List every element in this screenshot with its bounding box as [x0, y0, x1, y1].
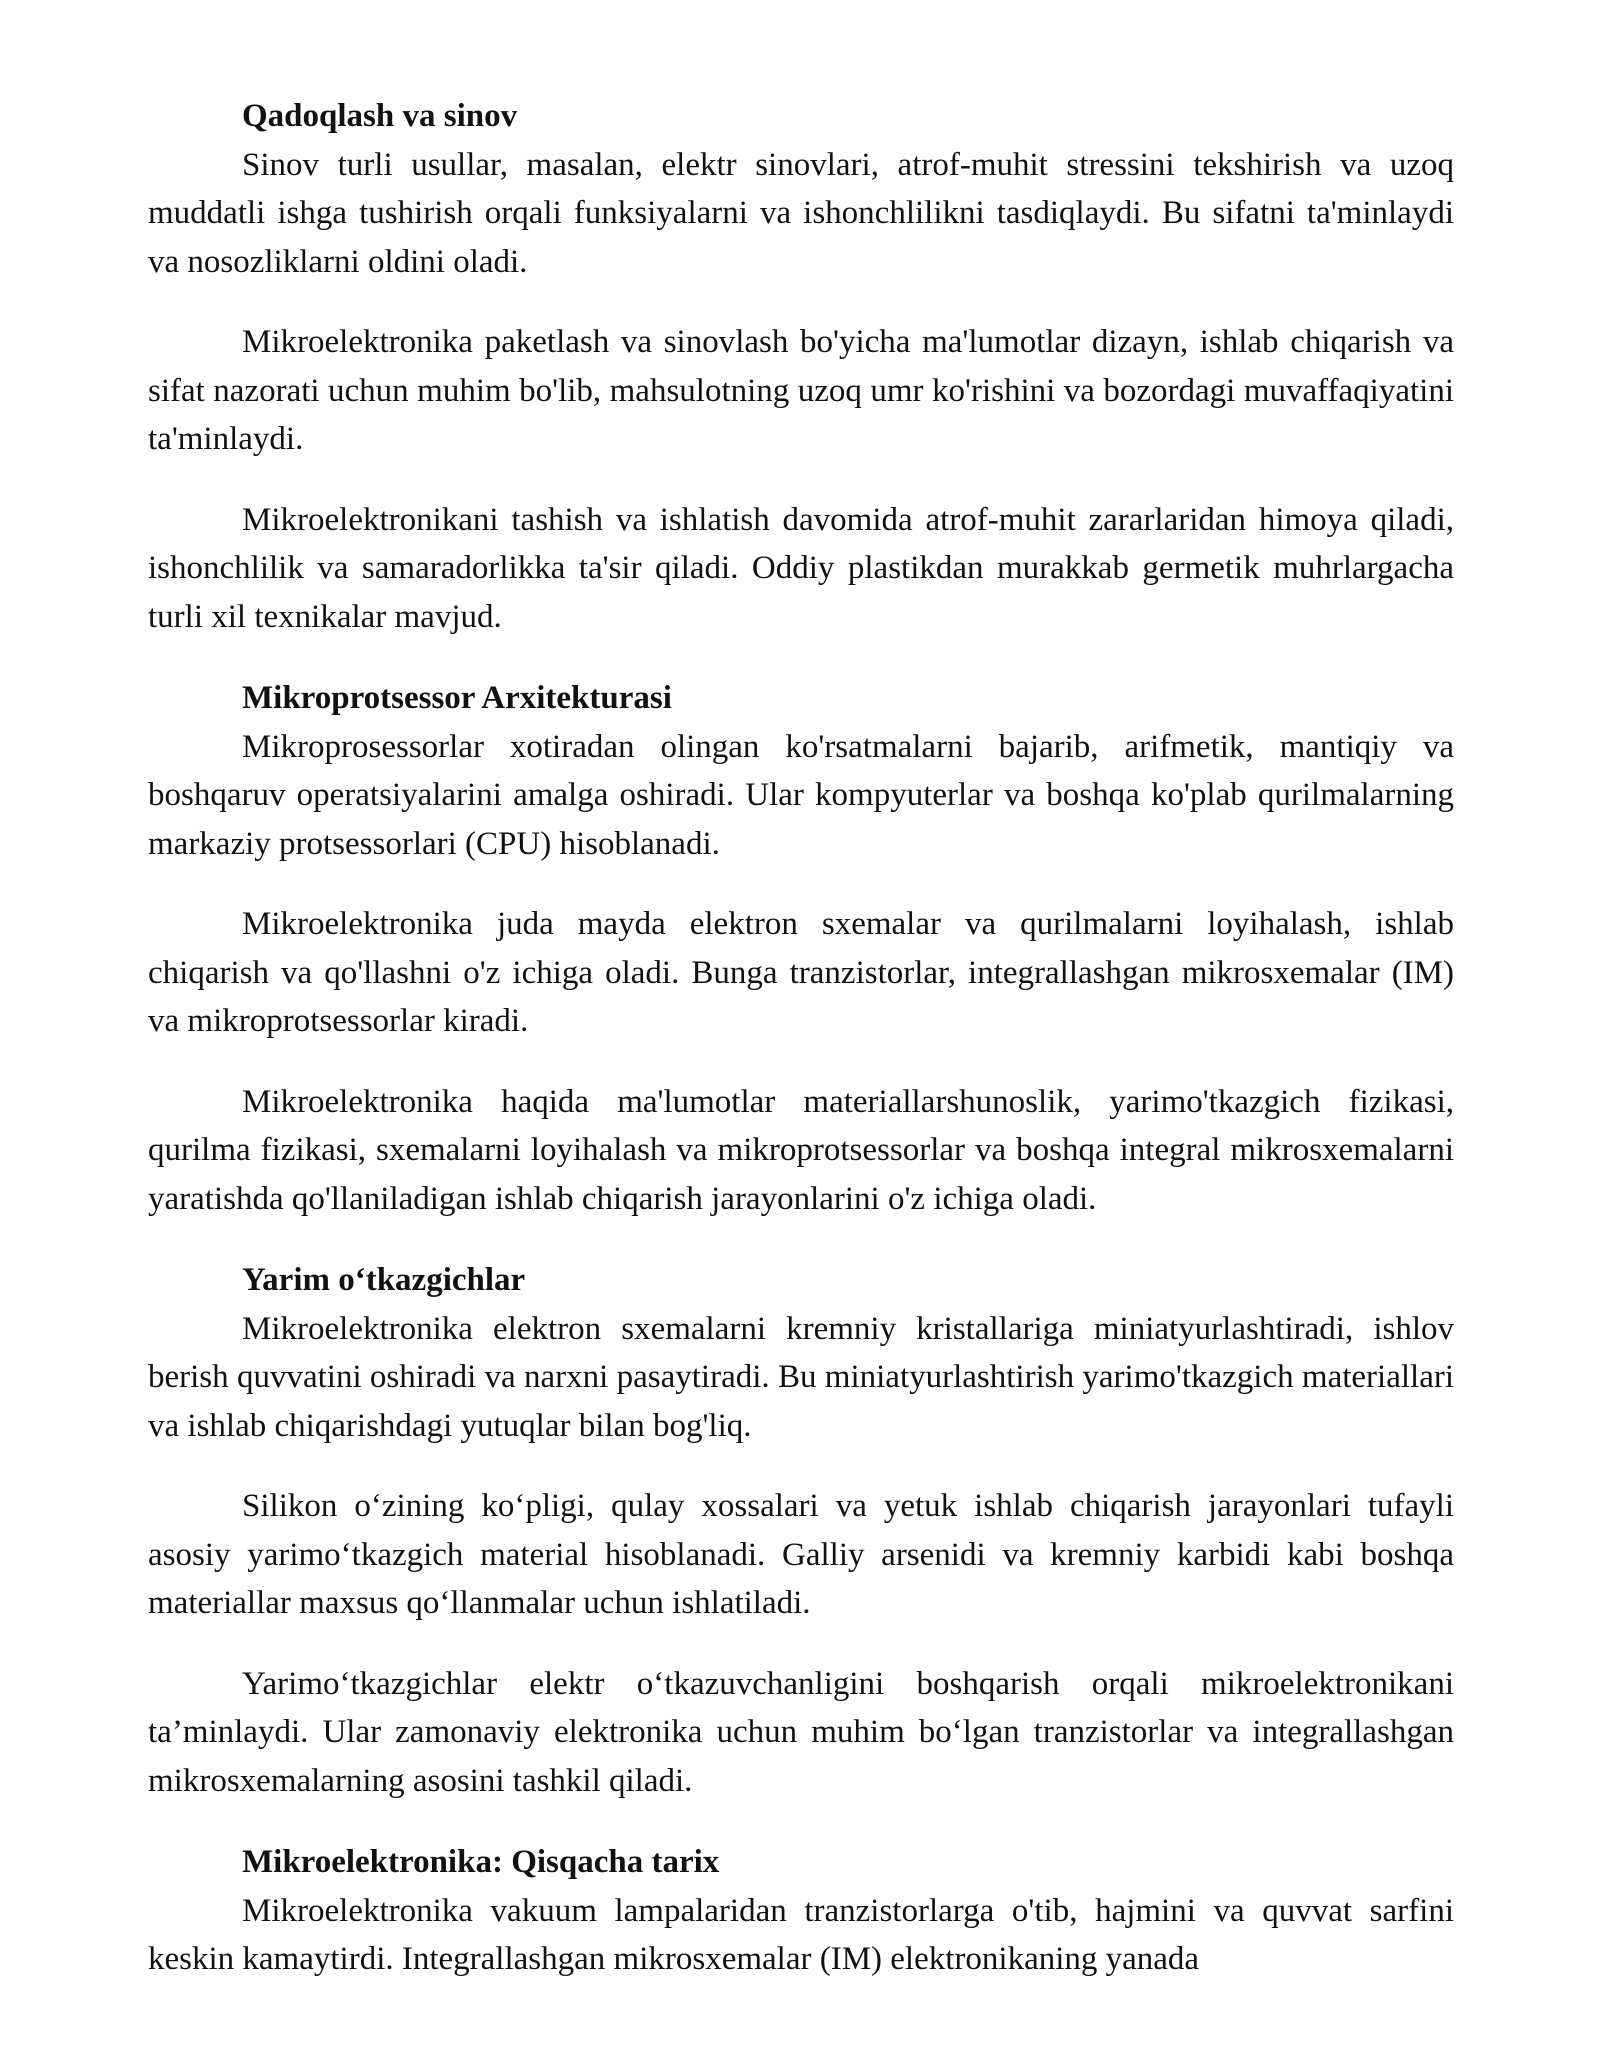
- paragraph: Sinov turli usullar, masalan, elektr sinovlari, atrof-muhit stressini tekshirish va uzoq muddatli ishga tushirish orqali funksiyalarni va ishonchlilikni tasdiqlaydi. Bu sifatni ta'minlaydi va nosozliklarni oldini oladi.: [148, 146, 1454, 280]
- section-packaging-testing: [148, 92, 1454, 641]
- section-brief-history: [148, 1838, 1454, 1984]
- section-heading: Qadoqlash va sinov: [242, 98, 518, 134]
- paragraph: Mikroelektronika paketlash va sinovlash bo'yicha ma'lumotlar dizayn, ishlab chiqarish va sifat nazorati uchun muhim bo'lib, mahsulotning uzoq umr ko'rishini va bozordagi muvaffaqiyatini ta'minlaydi.: [148, 324, 1454, 457]
- section-heading: Mikroprotsessor Arxitekturasi: [242, 680, 672, 716]
- document-page: [148, 92, 1454, 1984]
- paragraph: Mikroelektronika vakuum lampalaridan tranzistorlarga o'tib, hajmini va quvvat sarfini keskin kamaytirdi. Integrallashgan mikrosxemalar (IM) elektronikaning yanada: [148, 1892, 1454, 1977]
- section-heading: Yarim o‘tkazgichlar: [242, 1262, 526, 1298]
- paragraph: Silikon o‘zining ko‘pligi, qulay xossalari va yetuk ishlab chiqarish jarayonlari tufayli asosiy yarimo‘tkazgich material hisoblanadi. Galliy arsenidi va kremniy karbidi kabi boshqa materiallar maxsus qo‘llanmalar uchun ishlatiladi.: [148, 1488, 1454, 1621]
- paragraph: Mikroprosessorlar xotiradan olingan ko'rsatmalarni bajarib, arifmetik, mantiqiy va boshqaruv operatsiyalarini amalga oshiradi. Ular kompyuterlar va boshqa ko'plab qurilmalarning markaziy protsessorlari (CPU) hisoblanadi.: [148, 728, 1454, 862]
- section-semiconductors: [148, 1256, 1454, 1805]
- section-microprocessor-architecture: [148, 674, 1454, 1223]
- paragraph: Mikroelektronika juda mayda elektron sxemalar va qurilmalarni loyihalash, ishlab chiqarish va qo'llashni o'z ichiga oladi. Bunga tranzistorlar, integrallashgan mikrosxemalar (IM) va mikroprotsessorlar kiradi.: [148, 906, 1454, 1039]
- paragraph: Yarimo‘tkazgichlar elektr o‘tkazuvchanligini boshqarish orqali mikroelektronikani ta’minlaydi. Ular zamonaviy elektronika uchun muhim bo‘lgan tranzistorlar va integrallashgan mikrosxemalarning asosini tashkil qiladi.: [148, 1665, 1454, 1799]
- section-heading: Mikroelektronika: Qisqacha tarix: [242, 1844, 720, 1880]
- paragraph: Mikroelektronika haqida ma'lumotlar materiallarshunoslik, yarimo'tkazgich fizikasi, qurilma fizikasi, sxemalarni loyihalash va mikroprotsessorlar va boshqa integral mikrosxemalarni yaratishda qo'llaniladigan ishlab chiqarish jarayonlarini o'z ichiga oladi.: [148, 1083, 1454, 1217]
- paragraph: Mikroelektronikani tashish va ishlatish davomida atrof-muhit zararlaridan himoya qiladi, ishonchlilik va samaradorlikka ta'sir qiladi. Oddiy plastikdan murakkab germetik muhrlargacha turli xil texnikalar mavjud.: [148, 501, 1454, 635]
- paragraph: Mikroelektronika elektron sxemalarni kremniy kristallariga miniatyurlashtiradi, ishlov berish quvvatini oshiradi va narxni pasaytiradi. Bu miniatyurlashtirish yarimo'tkazgich materiallari va ishlab chiqarishdagi yutuqlar bilan bog'liq.: [148, 1310, 1454, 1444]
